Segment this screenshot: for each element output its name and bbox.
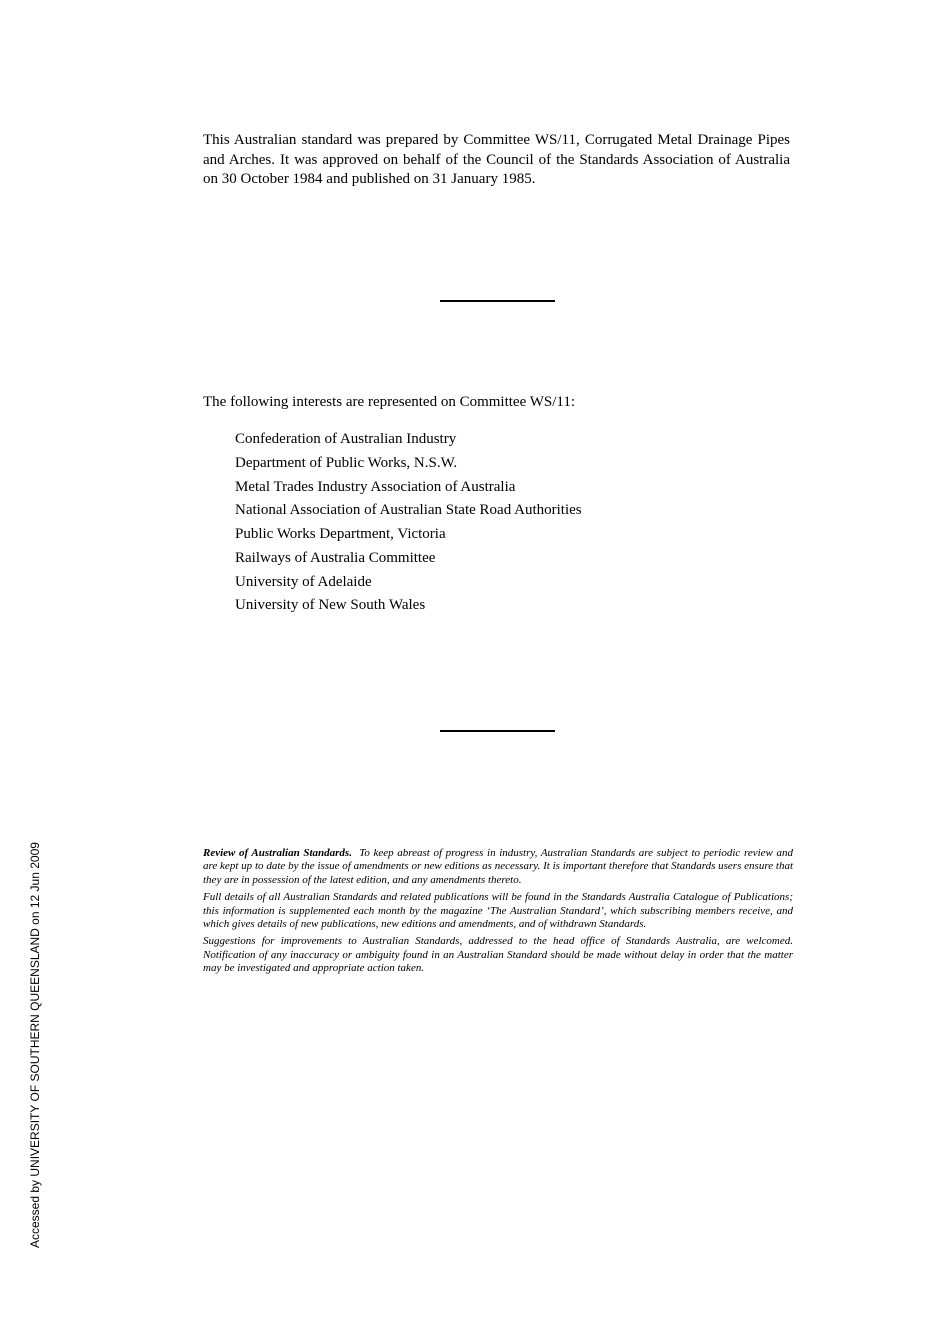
review-notice (203, 847, 793, 980)
list-item: University of Adelaide (235, 573, 372, 590)
review-paragraph (203, 847, 793, 887)
list-item: University of New South Wales (235, 597, 426, 614)
committee-interests-heading: The following interests are represented on Committee WS/11: (203, 394, 575, 410)
suggestions-paragraph: Suggestions for improvements to Australian Standards, addressed to the head office of Standards Australia, are welcomed. Notification of any inaccuracy or ambiguity found in an Australian Standard should be made without delay in order that the matter may be investigated and appropriate action taken. (203, 935, 793, 975)
list-item: Confederation of Australian Industry (235, 431, 457, 447)
approval-statement: This Australian standard was prepared by Committee WS/11, Corrugated Metal Drainage Pipes and Arches. It was approved on behalf of the Council of the Standards Association of Australia on 30 October 1984 and published on 31 January 1985. (203, 132, 790, 187)
access-watermark: Accessed by UNIVERSITY OF SOUTHERN QUEENSLAND on 12 Jun 2009 (28, 842, 42, 1248)
list-item: National Association of Australian State Road Authorities (235, 502, 582, 519)
catalogue-paragraph: Full details of all Australian Standards and related publications will be found in the Standards Australia Catalogue of Publications; this information is supplemented each month by the magazine ‘The Australian Standard’, which subscribing members receive, and which gives details of new publications, new editions and amendments, and of withdrawn Standards. (203, 891, 793, 931)
list-item: Department of Public Works, N.S.W. (235, 454, 458, 471)
list-item: Public Works Department, Victoria (235, 526, 446, 542)
committee-interests-list (235, 429, 582, 619)
review-lead: Review of Australian Standards. (203, 847, 352, 859)
list-item: Metal Trades Industry Association of Australia (235, 478, 516, 495)
list-item: Railways of Australia Committee (235, 549, 436, 566)
section-divider (440, 300, 555, 302)
review-text: To keep abreast of progress in industry, Australian Standards are subject to periodic review and are kept up to date by the issue of amendments or new editions as necessary. It is important therefore that Standards users ensure that they are in possession of the latest edition, and any amendments thereto. (203, 847, 793, 886)
section-divider (440, 730, 555, 732)
